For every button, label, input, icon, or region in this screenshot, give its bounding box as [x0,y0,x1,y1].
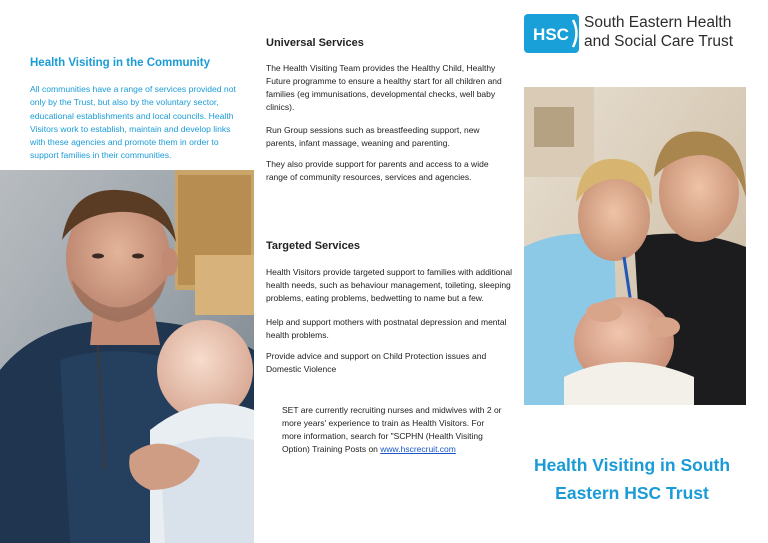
photo-health-visitor-with-mother-and-baby [524,87,746,405]
targeted-services-p1: Health Visitors provide targeted support to families with additional health needs, such as behaviour management, toileting, sleeping problems, eating problems, bedwetting to name but a few. [266,267,513,303]
hscrecruit-link[interactable]: www.hscrecruit.com [380,444,456,454]
hsc-logo [524,14,579,53]
hsc-logo-mark: HSC [533,25,569,44]
left-body-text: All communities have a range of services provided not only by the Trust, but also by the voluntary sector, educational establishments and local councils. Health Visitors work to establish, maintain and develop links with these agencies and promote them in order to support families in their communities. [30,84,236,161]
targeted-services-p3: Provide advice and support on Child Protection issues and Domestic Violence [266,351,487,374]
universal-services-p1: The Health Visiting Team provides the Healthy Child, Healthy Future programme to ensure a healthy start for all children and families (eg immunisations, developmental checks, well baby clinics). [266,63,502,112]
brochure-title-line2: Eastern HSC Trust [555,483,709,503]
brochure-title-line1: Health Visiting in South [533,455,731,475]
universal-services-p3: They also provide support for parents and access to a wide range of community resources, services and agencies. [266,159,489,182]
universal-services-p2: Run Group sessions such as breastfeeding support, new parents, infant massage, weaning and parenting. [266,125,480,148]
brochure-title [524,451,740,507]
targeted-services-heading: Targeted Services [266,240,360,252]
universal-services-heading: Universal Services [266,37,364,49]
trust-name-line2: and Social Care Trust [584,33,734,50]
left-heading: Health Visiting in the Community [30,57,210,69]
left-body [30,83,248,163]
trust-name-line1: South Eastern Health [584,14,732,31]
photo-father-with-baby [0,170,254,543]
recruitment-text: SET are currently recruiting nurses and midwives with 2 or more years' experience to train as Health Visitors. For more information, search for "SCPHN (Health Visiting Option) Training Posts on [282,405,502,454]
targeted-services-p2: Help and support mothers with postnatal depression and mental health problems. [266,317,507,340]
recruitment-note [282,404,502,456]
trust-name [584,13,733,51]
